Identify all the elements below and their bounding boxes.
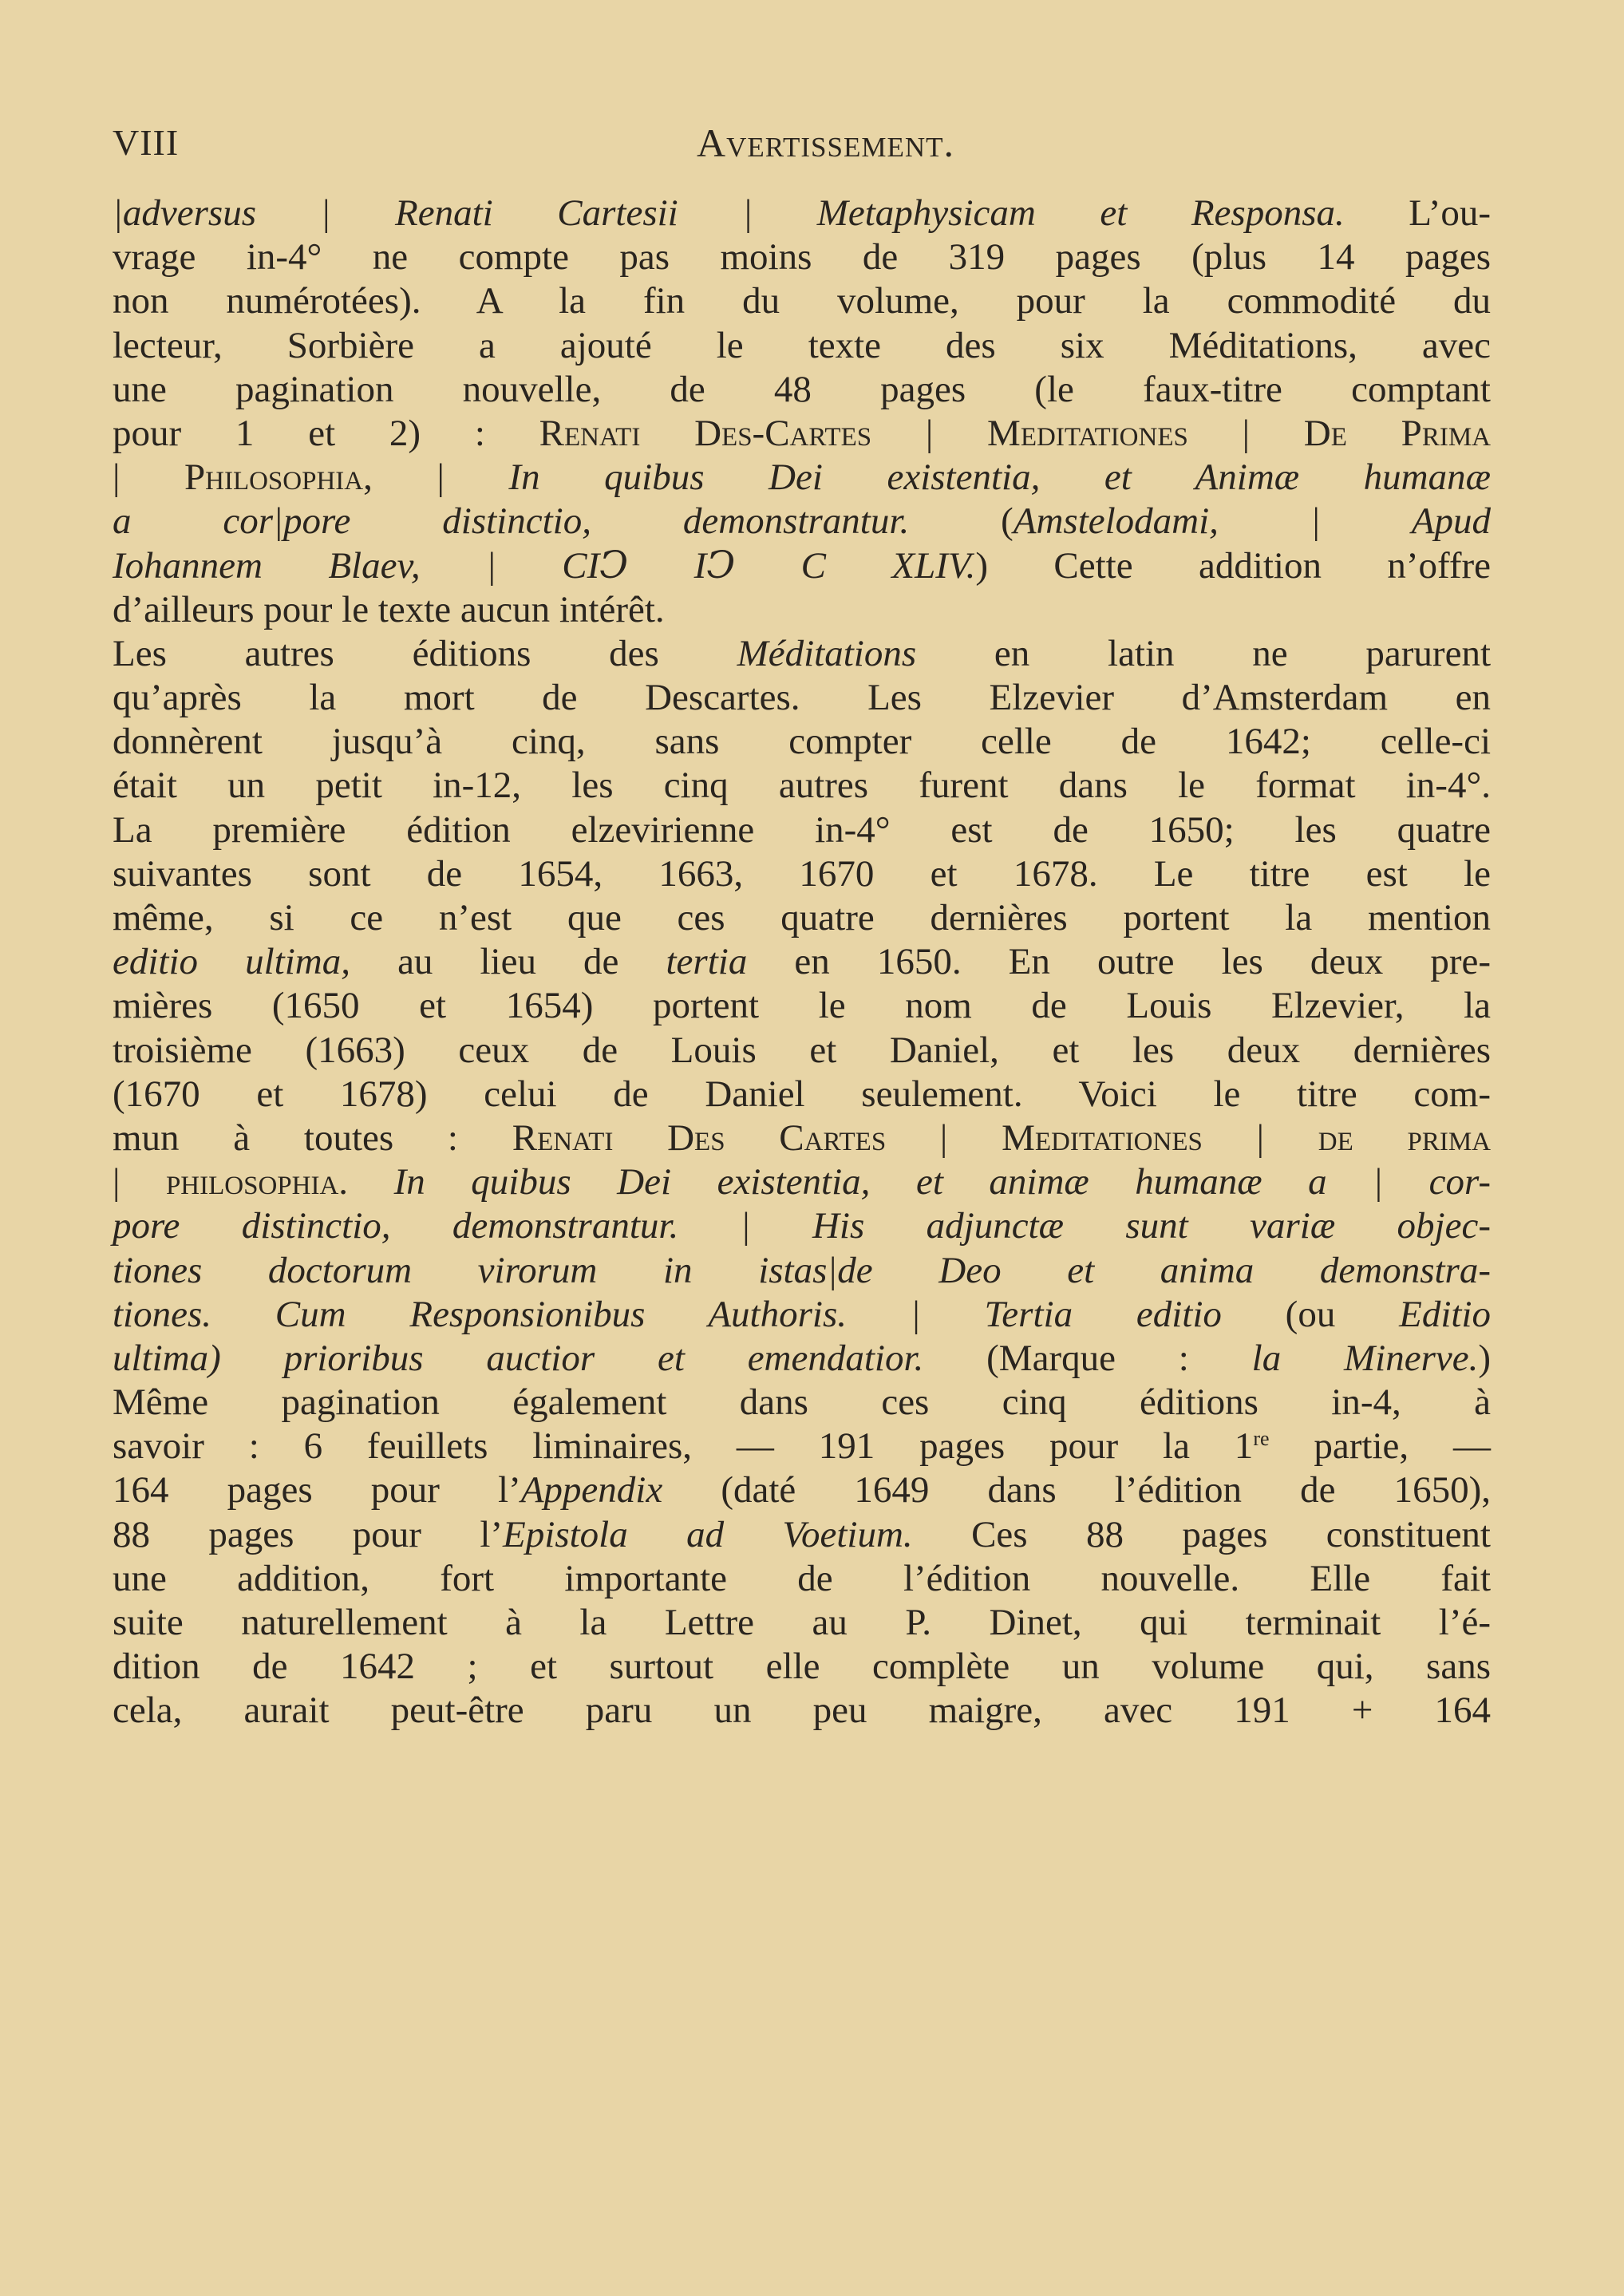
text-line [113,1293,1491,1337]
text-line [113,1468,1491,1512]
text-line [113,676,1491,720]
small-caps-text: | philosophia. [113,1161,394,1203]
text-line [113,1381,1491,1425]
text-line [113,412,1491,456]
italic-text: Amstelodami, | Apud [1013,500,1491,543]
page-number: VIII [113,122,180,163]
text-line [113,279,1491,323]
italic-text: Epistola ad Voetium. [503,1513,913,1555]
text-run: en 1650. En outre les deux pre- [747,941,1491,983]
text-line [113,1116,1491,1160]
italic-text: Méditations [737,632,917,674]
text-run: (1670 et 1678) celui de Daniel seulement. Voici le titre com- [113,1073,1491,1115]
text-run: au lieu de [350,941,666,983]
text-run: 164 pages pour l’ [113,1469,521,1512]
text-line [113,984,1491,1028]
text-line [113,720,1491,764]
text-run: (daté 1649 dans l’édition de 1650), [662,1469,1491,1512]
italic-text: Editio [1399,1293,1491,1335]
text-line [113,1513,1491,1557]
text-run: mières (1650 et 1654) portent le nom de Louis Elzevier, la [113,985,1491,1027]
text-run: (Marque : [923,1337,1252,1379]
text-line [113,1073,1491,1116]
text-run: L’ou- [1344,192,1491,234]
italic-text: In quibus Dei existentia, et Animæ humanæ [508,456,1491,499]
italic-text: ultima) prioribus auctior et emendatior. [113,1337,924,1379]
text-line [113,1557,1491,1601]
text-run: même, si ce n’est que ces quatre dernières portent la mention [113,897,1491,939]
text-run: suite naturellement à la Lettre au P. Dinet, qui terminait l’é- [113,1602,1491,1643]
text-line [113,852,1491,896]
italic-text: Iohannem Blaev, | CIↃ IↃ C XLIV. [113,544,976,587]
text-line [113,1425,1491,1468]
text-line [113,1160,1491,1204]
text-line [113,1249,1491,1293]
text-run: non numérotées). A la fin du volume, pour la commodité du [113,280,1491,322]
text-run: ) [1478,1337,1492,1379]
text-run: ) Cette addition n’offre [975,544,1492,587]
text-run: donnèrent jusqu’à cinq, sans compter celle de 1642; celle-ci [113,721,1491,763]
text-run: | [437,456,509,499]
text-run: troisième (1663) ceux de Louis et Daniel, et les deux dernières [113,1029,1491,1071]
text-run: en latin ne parurent [916,632,1492,674]
text-run: (ou [1221,1293,1400,1335]
text-run: pour 1 et 2) : [113,412,539,454]
text-line [113,1337,1491,1381]
text-line [113,940,1491,984]
italic-text: |adversus | Renati Cartesii | Metaphysicam et Responsa. [113,192,1345,234]
text-run: 88 pages pour l’ [113,1513,504,1555]
text-line [113,808,1491,852]
italic-text: tiones doctorum virorum in istas|de Deo et anima demonstra- [113,1249,1491,1291]
text-line [113,1601,1491,1645]
text-run: La première édition elzevirienne in-4° est de 1650; les quatre [113,808,1491,851]
text-run: savoir : 6 feuillets liminaires, — 191 pages pour la 1 [113,1425,1254,1468]
text-line [113,544,1491,588]
text-line [113,896,1491,940]
small-caps-text: Renati Des Cartes | Meditationes | de prima [512,1116,1492,1159]
text-line [113,1689,1491,1733]
text-run: partie, — [1269,1425,1491,1468]
italic-text: Appendix [520,1469,663,1512]
text-line [113,368,1491,412]
text-line [113,235,1491,279]
text-run: une addition, fort importante de l’édition nouvelle. Elle fait [113,1557,1491,1599]
running-head: Avertissement. [697,121,955,165]
italic-text: editio ultima, [113,941,350,983]
text-run: Même pagination également dans ces cinq éditions in-4, à [113,1381,1491,1424]
text-line [113,192,1491,235]
text-line [113,324,1491,368]
text-run: une pagination nouvelle, de 48 pages (le faux-titre comptant [113,368,1491,410]
text-run: lecteur, Sorbière a ajouté le texte des six Méditations, avec [113,324,1491,366]
italic-text: tiones. Cum Responsionibus Authoris. | Tertia editio [113,1293,1222,1335]
superscript-text: re [1253,1427,1270,1451]
text-line [113,1029,1491,1073]
text-line [113,632,1491,676]
italic-text: pore distinctio, demonstrantur. | His adjunctæ sunt variæ objec- [113,1205,1491,1247]
text-run: mun à toutes : [113,1116,512,1159]
text-run: d’ailleurs pour le texte aucun intérêt. [113,588,665,630]
italic-text: la Minerve. [1251,1337,1479,1379]
body-text [113,192,1491,1733]
text-run: qu’après la mort de Descartes. Les Elzevier d’Amsterdam en [113,677,1491,719]
text-line [113,764,1491,808]
text-line [113,500,1491,543]
text-run: Les autres éditions des [113,632,737,674]
text-line [113,1204,1491,1248]
text-run: vrage in-4° ne compte pas moins de 319 pages (plus 14 pages [113,236,1491,279]
text-run: était un petit in-12, les cinq autres furent dans le format in-4°. [113,765,1491,807]
text-line [113,1645,1491,1689]
italic-text: a cor|pore distinctio, demonstrantur. [113,500,1002,543]
small-caps-text: | Philosophia, [113,456,437,499]
text-run: ( [1001,500,1014,543]
small-caps-text: Renati Des-Cartes | Meditationes | De Prima [539,412,1491,454]
text-line [113,456,1491,500]
text-run: dition de 1642 ; et surtout elle complète un volume qui, sans [113,1646,1491,1688]
text-line [113,588,1491,632]
italic-text: In quibus Dei existentia, et animæ humanæ a | cor- [393,1161,1491,1203]
text-run: Ces 88 pages constituent [912,1513,1491,1555]
italic-text: tertia [666,941,748,983]
text-run: cela, aurait peut-être paru un peu maigre, avec 191 + 164 [113,1689,1491,1732]
text-run: suivantes sont de 1654, 1663, 1670 et 1678. Le titre est le [113,852,1491,895]
